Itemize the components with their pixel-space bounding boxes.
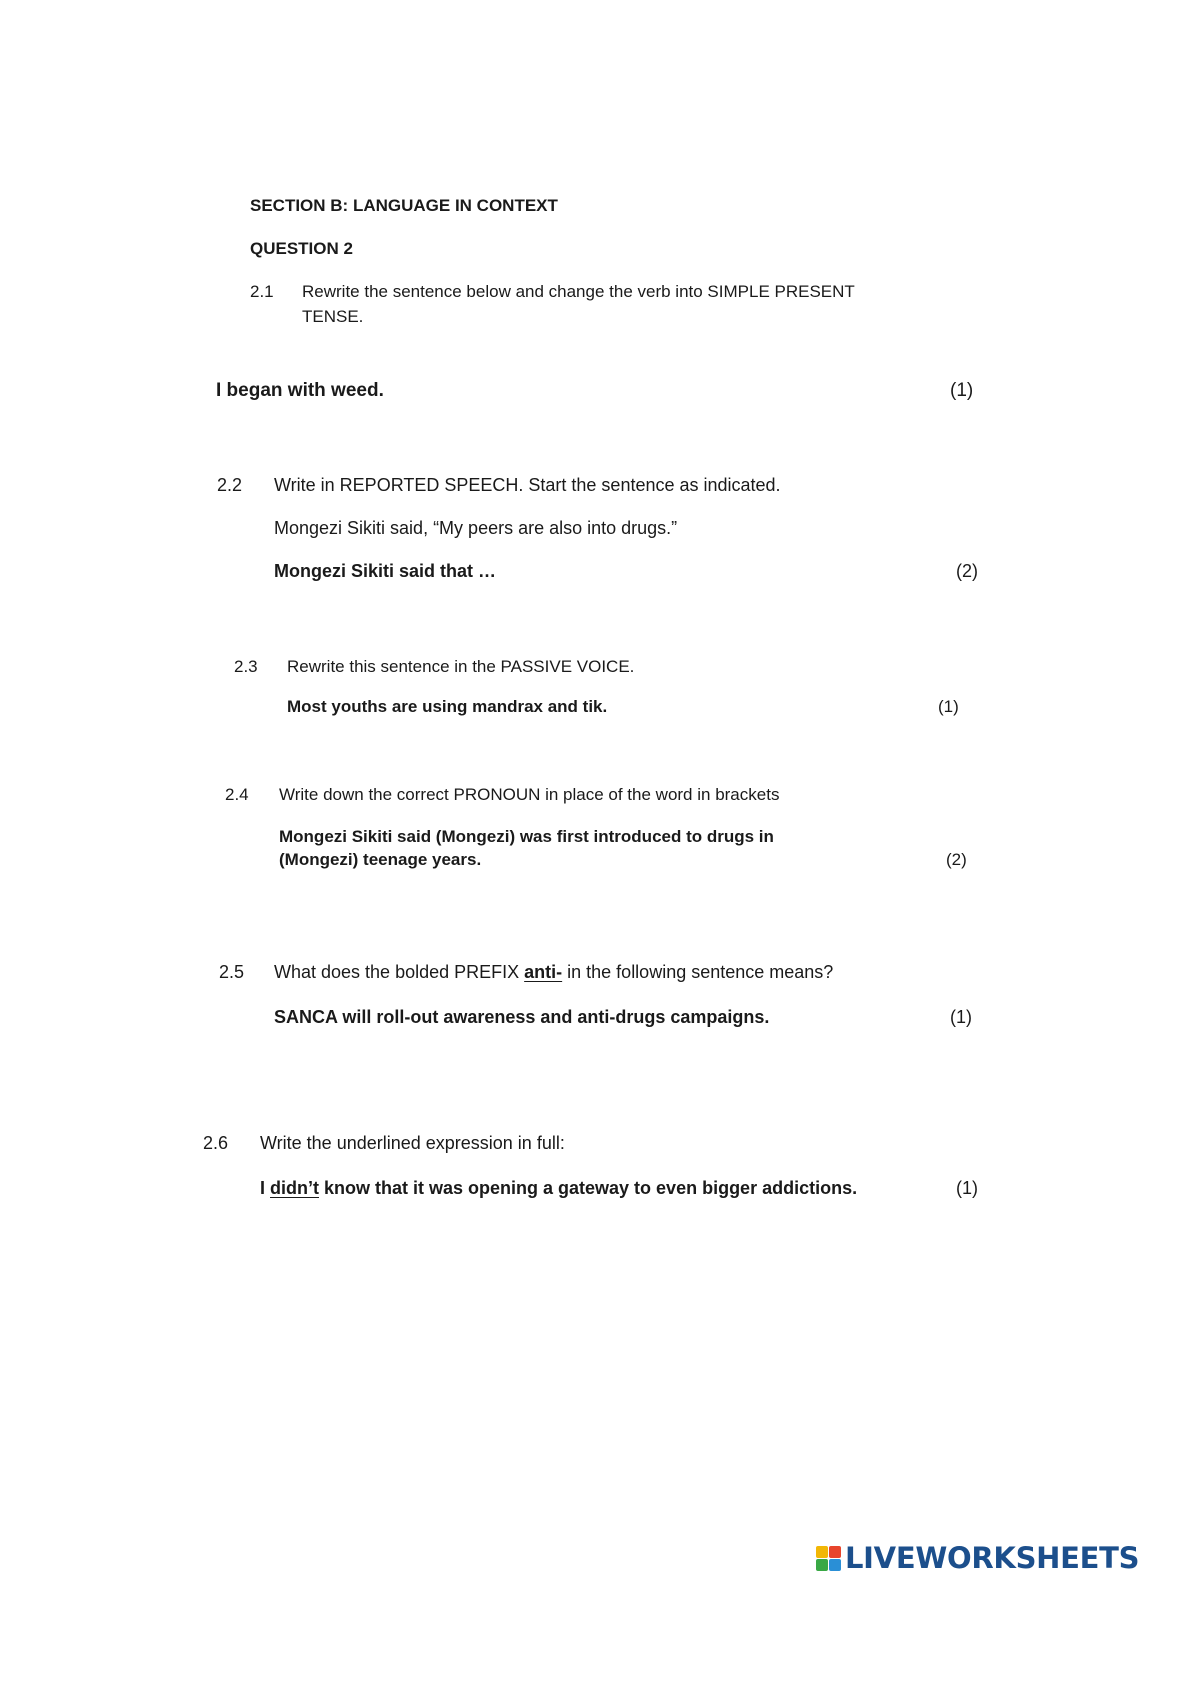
question-title: QUESTION 2 bbox=[250, 239, 353, 258]
q2-1-marks: (1) bbox=[950, 380, 974, 401]
logo-tile bbox=[816, 1546, 828, 1558]
q2-3-sentence: Most youths are using mandrax and tik. bbox=[287, 697, 608, 716]
section-title: SECTION B: LANGUAGE IN CONTEXT bbox=[250, 196, 558, 215]
logo-tile bbox=[829, 1546, 841, 1558]
q2-5-number: 2.5 bbox=[219, 962, 245, 982]
q2-6-marks: (1) bbox=[956, 1178, 978, 1198]
logo-tile bbox=[816, 1559, 828, 1571]
q2-1-instruction-line1: Rewrite the sentence below and change the verb into SIMPLE PRESENT bbox=[302, 282, 855, 301]
q2-3-marks: (1) bbox=[938, 697, 959, 716]
q2-2-number: 2.2 bbox=[217, 475, 243, 495]
q2-5-sentence: SANCA will roll-out awareness and anti-drugs campaigns. bbox=[274, 1007, 770, 1027]
q2-2-instruction: Write in REPORTED SPEECH. Start the sentence as indicated. bbox=[274, 475, 781, 495]
q2-5-marks: (1) bbox=[950, 1007, 972, 1027]
q2-5-instruction-before: What does the bolded PREFIX bbox=[274, 962, 525, 982]
q2-6-number: 2.6 bbox=[203, 1133, 229, 1153]
q2-6-sentence-after: know that it was opening a gateway to even bigger addictions. bbox=[319, 1178, 858, 1198]
q2-1-number: 2.1 bbox=[250, 282, 274, 301]
q2-3-number: 2.3 bbox=[234, 657, 258, 676]
q2-4-number: 2.4 bbox=[225, 785, 249, 804]
q2-5-prefix: anti- bbox=[524, 962, 563, 982]
q2-2-start: Mongezi Sikiti said that … bbox=[274, 561, 497, 581]
q2-4-marks: (2) bbox=[946, 850, 967, 869]
q2-5-instruction-after: in the following sentence means? bbox=[562, 962, 834, 982]
logo-mark-icon bbox=[816, 1546, 841, 1571]
q2-1-sentence: I began with weed. bbox=[216, 380, 384, 401]
liveworksheets-logo bbox=[816, 1538, 1139, 1578]
q2-6-sentence bbox=[260, 1178, 857, 1199]
q2-3-instruction: Rewrite this sentence in the PASSIVE VOICE. bbox=[287, 657, 635, 676]
q2-4-sentence-line2: (Mongezi) teenage years. bbox=[279, 850, 482, 869]
q2-6-underlined: didn’t bbox=[270, 1178, 319, 1198]
q2-2-marks: (2) bbox=[956, 561, 978, 581]
logo-text: LIVEWORKSHEETS bbox=[845, 1541, 1140, 1575]
q2-2-quote: Mongezi Sikiti said, “My peers are also into drugs.” bbox=[274, 518, 678, 538]
logo-tile bbox=[829, 1559, 841, 1571]
q2-4-sentence-line1: Mongezi Sikiti said (Mongezi) was first introduced to drugs in bbox=[279, 827, 774, 846]
q2-4-instruction: Write down the correct PRONOUN in place of the word in brackets bbox=[279, 785, 780, 804]
q2-6-sentence-before: I bbox=[260, 1178, 271, 1198]
q2-5-instruction bbox=[274, 962, 833, 983]
q2-6-instruction: Write the underlined expression in full: bbox=[260, 1133, 565, 1153]
q2-1-instruction-line2: TENSE. bbox=[302, 307, 364, 326]
